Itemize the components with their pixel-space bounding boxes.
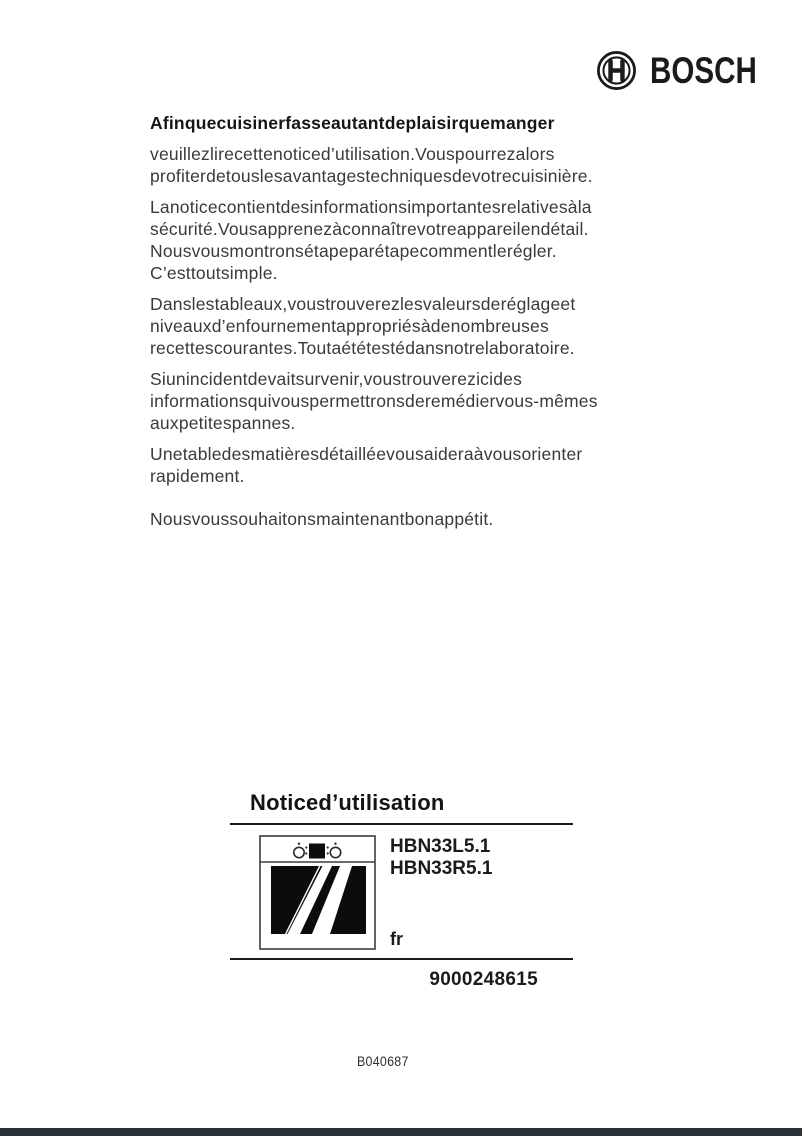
oven-knob-left [294,847,304,857]
intro-paragraph: Lanoticecontientdesinformationsimportantesrelativesàla sécurité.Vousapprenezàconnaîtrevotreappareilendétail. Nousvousmontronsétapeparétapecommentlerégler. C’esttoutsimple. [150,197,592,283]
intro-paragraph: veuillezlirecettenoticed’utilisation.Vouspourrezalors profiterdetouslesavantagestechniquesdevotrecuisinière. [150,144,593,186]
brand-wordmark: BOSCH [650,50,757,91]
intro-text-block [150,112,642,530]
intro-paragraph: Unetabledesmatièresdétailléevousaideraàvousorienter rapidement. [150,444,583,486]
material-number: 9000248615 [429,969,538,990]
bosch-armature-icon [596,50,637,91]
document-title: Noticed’utilisation [250,790,445,815]
model-numbers: HBN33L5.1 HBN33R5.1 [390,836,493,879]
oven-display [309,844,325,859]
oven-knob-right [330,847,340,857]
print-code: B040687 [357,1054,409,1069]
divider [230,958,573,960]
intro-closing-line: Nousvoussouhaitonsmaintenantbonappétit. [150,509,494,529]
bosch-logo [596,50,784,91]
oven-illustration [259,835,376,950]
cover-title-block [230,790,573,1000]
intro-heading: Afinquecuisinerfasseautantdeplaisirquemanger [150,113,555,133]
divider [230,823,573,825]
intro-paragraph: Siunincidentdevaitsurvenir,voustrouverezicides informationsquivouspermettronsderemédiervous-mêmes auxpetitespannes. [150,369,598,433]
footer-bar [0,1128,802,1136]
intro-paragraph: Danslestableaux,voustrouverezlesvaleursderéglageet niveauxd’enfournementappropriésàdenombreuses recettescourantes.Toutaététestédansnotrelaboratoire. [150,294,576,358]
language-code: fr [390,929,403,949]
